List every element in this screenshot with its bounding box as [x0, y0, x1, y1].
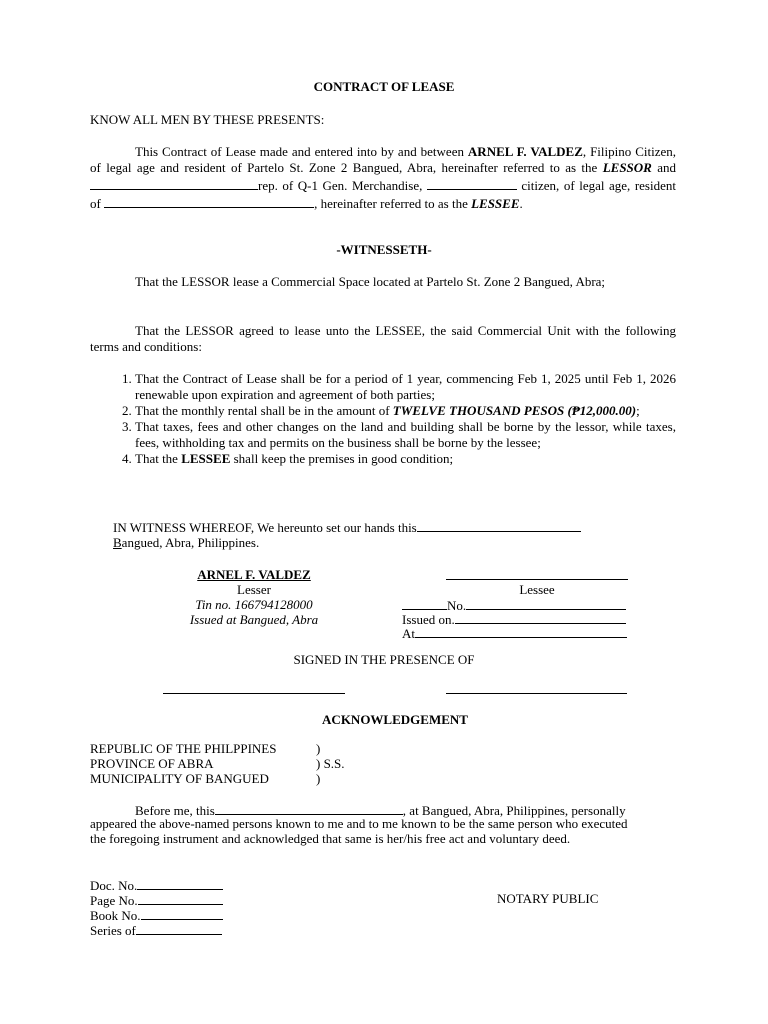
ack-line-2: appeared the above-named persons known to me and to me known to be the same person who executed [90, 816, 628, 831]
ack-date-blank[interactable] [215, 801, 403, 815]
notary-public-label: NOTARY PUBLIC [497, 891, 599, 906]
lessor-name: ARNEL F. VALDEZ [467, 144, 583, 159]
signed-in-presence: SIGNED IN THE PRESENCE OF [293, 652, 475, 667]
venue-province: PROVINCE OF ABRA [90, 756, 214, 771]
book-no-blank[interactable] [141, 906, 223, 920]
page-no-field: Page No. [90, 891, 223, 908]
venue-republic: REPUBLIC OF THE PHILPPINES [90, 741, 277, 756]
lessee-id-number-blank[interactable] [466, 596, 626, 610]
witness-place-line: Bangued, Abra, Philippines. [113, 535, 260, 550]
terms-intro-paragraph: That the LESSOR agreed to lease unto the LESSEE, the said Commercial Unit with the following terms and conditions: [90, 323, 676, 354]
in-witness-line: IN WITNESS WHEREOF, We hereunto set our hands this [113, 518, 581, 535]
book-no-field: Book No. [90, 906, 223, 923]
venue-municipality: MUNICIPALITY OF BANGUED [90, 771, 269, 786]
page-no-blank[interactable] [138, 891, 223, 905]
witness-signature-line-2[interactable] [446, 693, 627, 694]
term-item: 4. That the LESSEE shall keep the premises in good condition; [135, 451, 676, 467]
series-field: Series of [90, 921, 222, 938]
term-item: 3. That taxes, fees and other changes on the land and building shall be borne by the lessor, while taxes, fees, withholding tax and permits on the business shall be borne by the lessee; [135, 419, 676, 451]
acknowledgement-title: ACKNOWLEDGEMENT [322, 712, 468, 727]
lesser-tin: Tin no. 166794128000 [195, 597, 313, 612]
witnesseth-heading: -WITNESSETH- [336, 242, 432, 257]
lessee-signature-line[interactable] [446, 579, 628, 580]
term-item: 1. That the Contract of Lease shall be for a period of 1 year, commencing Feb 1, 2025 until Feb 1, 2026 renewable upon expiration and agreement of both parties; [135, 371, 676, 403]
lessee-issued-on-blank[interactable] [455, 610, 626, 624]
lesser-block [164, 567, 344, 627]
contract-parties-paragraph: This Contract of Lease made and entered into by and between ARNEL F. VALDEZ, Filipino Citizen, of legal age and resident of Partelo St. Zone 2 Bangued, Abra, hereinafter referred to as the LESSOR and rep. of Q-1 Gen. Merchandise, citizen, of legal age, resident of , hereinafter referred to as the LESSEE. [90, 144, 676, 211]
citizenship-blank[interactable] [427, 176, 517, 190]
term-item: 2. That the monthly rental shall be in the amount of TWELVE THOUSAND PESOS (₱12,000.00); [135, 403, 676, 419]
doc-no-field: Doc. No. [90, 876, 223, 893]
lessee-role: Lessee [519, 582, 555, 597]
residence-blank[interactable] [104, 194, 314, 208]
terms-list [90, 371, 676, 467]
document-title: CONTRACT OF LEASE [313, 79, 455, 94]
lessee-issued-at-blank[interactable] [415, 624, 627, 638]
lessee-name-blank[interactable] [90, 176, 258, 190]
intro-line: KNOW ALL MEN BY THESE PRESENTS: [90, 112, 325, 127]
witness-date-blank[interactable] [417, 518, 581, 532]
series-blank[interactable] [136, 921, 222, 935]
venue-bracket-3: ) [316, 771, 321, 786]
lesser-issued: Issued at Bangued, Abra [189, 612, 319, 627]
venue-ss: ) S.S. [316, 756, 345, 771]
lessee-no-line: No. [402, 596, 626, 613]
ack-before-me-line: Before me, this , at Bangued, Abra, Philippines, personally [135, 803, 626, 818]
venue-bracket-1: ) [316, 741, 321, 756]
witness-signature-line-1[interactable] [163, 693, 345, 694]
doc-no-blank[interactable] [137, 876, 223, 890]
lessee-id-type-blank[interactable] [402, 596, 447, 610]
lessee-at-line: At [402, 624, 627, 641]
ack-line-3: the foregoing instrument and acknowledged that same is her/his free act and voluntary deed. [90, 831, 571, 846]
lesser-role: Lesser [237, 582, 271, 597]
lease-location-paragraph: That the LESSOR lease a Commercial Space located at Partelo St. Zone 2 Bangued, Abra; [135, 274, 606, 289]
lesser-name: ARNEL F. VALDEZ [197, 567, 311, 582]
lessee-issued-line: Issued on. [402, 610, 626, 627]
